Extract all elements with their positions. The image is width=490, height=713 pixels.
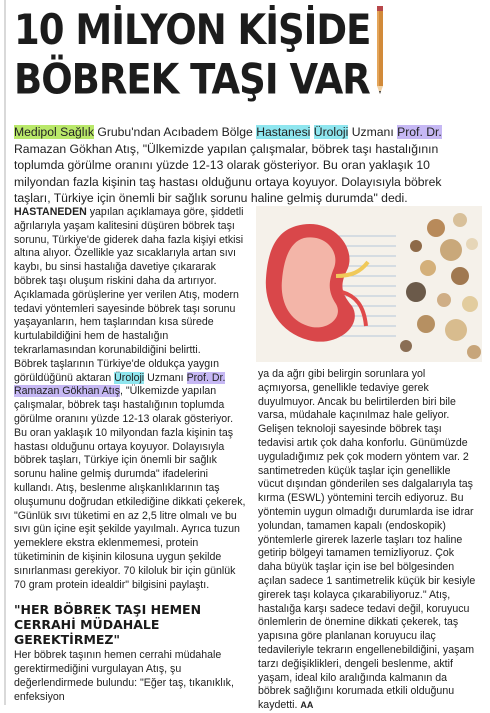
- deck-quote: Ramazan Gökhan Atış, "Ülkemizde yapılan çalışmalar, böbrek taşı hastalığının toplumda görülme oranını yüzde 12-13 olarak gösteriyor. Bu oran yaklaşık 10 milyondan fazla kişinin taş hastası olduğunu ortaya koyuyor. Dolayısıyla böbrek taşları, Türkiye için önemli bir sağlık sorunu haline gelmiş durumda" dedi.: [14, 141, 442, 205]
- paragraph-text: , "Ülkemizde yapılan çalışmalar, böbrek taşı hastalığının toplumda görülme oranını yüzde 12-13 olarak gösteriyor. Bu oran yaklaşık 10 milyondan fazla kişinin taş hastası olduğunu ortaya koyuyor. Dolayısıyla böbrek taşları, Türkiye için önemli bir sağlık sorunu haline gelmiş durumda" ifadelerini kullandı. Atış, beslenme alışkanlıklarının taş oluşumunu doğrudan etkilediğine dikkati çekerek, "Günlük sıvı tüketimi en az 2,5 litre olmalı ve bu sıvı gün içine eşit şekilde yayılmalı. Ayrıca tuzun yemeklere ekstra eklenmemesi, protein tüketiminin de kişinin kilosuna uygun şekilde sınırlanması gerekiyor. 70 kiloluk bir için günlük 70 gram protein idealdir" bilgisini paylaştı.: [14, 385, 246, 591]
- paragraph-text: Uzmanı: [144, 371, 187, 384]
- paragraph: Her böbrek taşının hemen cerrahi müdahale gerektirmediğini vurgulayan Atış, şu değerlendirmede bulundu: "Eğer taş, tıkanıklık, enfeksiyon: [14, 649, 234, 703]
- headline-line-1: 10 MİLYON KİŞİDE: [14, 6, 371, 55]
- body-column-right: [258, 368, 478, 713]
- highlight-department: Üroloji: [114, 371, 145, 384]
- section-subheading: "HER BÖBREK TAŞI HEMEN CERRAHİ MÜDAHALE GEREKTİRMEZ": [14, 602, 202, 648]
- deck-text: Uzmanı: [348, 125, 398, 139]
- article-deck: [14, 124, 480, 207]
- highlight-hospital: Hastanesi: [256, 125, 311, 139]
- kidney-stones-illustration: [256, 206, 482, 362]
- highlight-title: Prof. Dr. Ramazan Gökhan Atış: [14, 371, 226, 398]
- pencil-icon: [372, 4, 388, 96]
- kidney-illustration-svg: [256, 206, 482, 362]
- paragraph: [258, 368, 478, 713]
- highlight-title: Prof. Dr.: [397, 125, 442, 139]
- paragraph-text: Böbrek taşlarının Türkiye'de oldukça yaygın görüldüğünü aktaran: [14, 357, 219, 384]
- paragraph-text: ya da ağrı gibi belirgin sorunlara yol açmıyorsa, genellikle tedaviye gerek duyulmuyor. Ancak bu belirtilerden biri bile varsa, müdahale kaçınılmaz hale geliyor. Gelişen teknoloji sayesinde böbrek taşı tedavisi artık çok daha konforlu. Günümüzde uyguladığımız pek çok modern yöntem var. 2 santimetreden küçük taşlar için genellikle vücut dışından gönderilen ses dalgalarıyla taş kırma (ESWL) yöntemini tercih ediyoruz. Bu yöntemin uygun olmadığı durumlarda ise idrar yolundan, tamamen kapalı (endoskopik) yöntemlerle girerek lazerle taşları toz haline getirip bölgeyi tamamen temizliyoruz. Çok daha büyük taşlar için ise bel bölgesinden açılan sadece 1 santimetrelik küçük bir kesiyle girerek taşı kolayca çıkarabiliyoruz." Atış, hastalığa karşı sadece tedavi değil, koruyucu önlemlerin de önemine dikkati çekerek, taş yapısına göre planlanan koruyucu ilaç tedavileriyle tekrarın engellenebildiğini, yaşam tarzı değişiklikleri, dengeli beslenme, aktif yaşam, ideal kilo aralığında kalmanın da böbrek sağlığını korumada etkili olduğunu kaydetti.: [258, 368, 476, 712]
- paragraph: [14, 206, 246, 358]
- article-headline: [14, 6, 374, 105]
- paragraph-text: yapılan açıklamaya göre, şiddetli ağrılarıyla yaşam kalitesini düşüren böbrek taşı sorunu, Türkiye'de giderek daha fazla kişiyi etkisi altına alıyor. Özellikle yaz sıcaklarıyla artan sıvı kaybı, bu sinsi hastalığa davetiye çıkararak böbrek taşı oluşum riskini daha da artırıyor. Açıklamada görüşlerine yer verilen Atış, modern tedavi yöntemleri sayesinde böbrek taşı sorunu yaşayanların, hem taşlarından kısa sürede kurtulabildiğini hem de hastalığın tekrarlamasından korunabildiğini belirtti.: [14, 206, 244, 356]
- page-edge-line: [4, 0, 6, 705]
- deck-text: Grubu'ndan Acıbadem Bölge: [93, 125, 257, 139]
- highlight-department: Üroloji: [313, 125, 349, 139]
- highlight-org: Medipol Sağlık: [14, 125, 94, 139]
- headline-line-2: BÖBREK TAŞI VAR: [14, 55, 370, 104]
- body-column-left: [14, 206, 246, 705]
- paragraph: [14, 358, 246, 593]
- lead-word: HASTANEDEN: [14, 206, 87, 218]
- agency-signature: AA: [300, 700, 314, 711]
